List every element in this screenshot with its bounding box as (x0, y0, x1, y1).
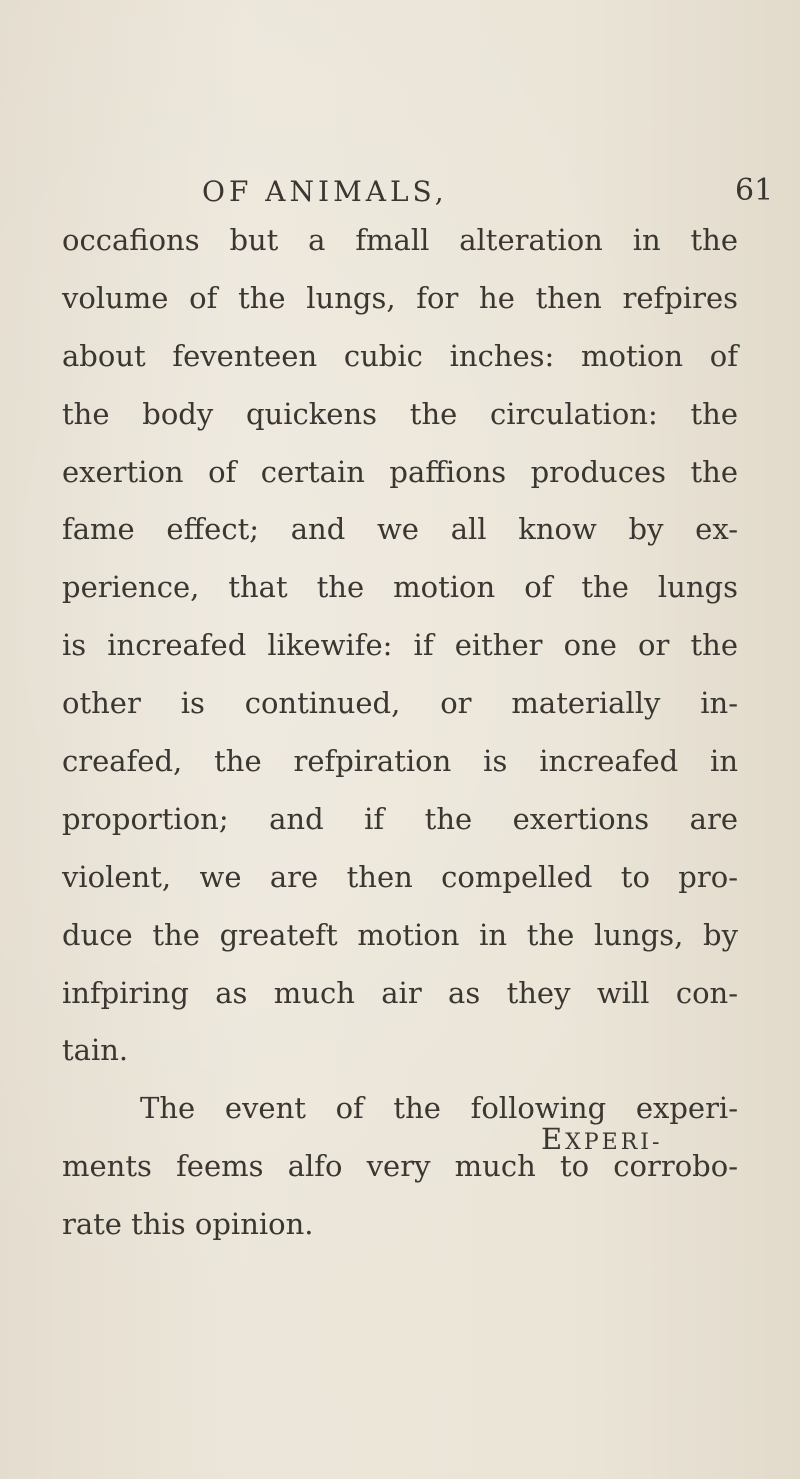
text-line-12: violent, we are then compelled to pro- (62, 859, 738, 894)
text-line-6: fame effect; and we all know by ex- (62, 512, 738, 547)
text-line-11: proportion; and if the exertions are (62, 801, 738, 836)
text-line-17: ments feems alfo very much to corrobo- (62, 1149, 738, 1184)
text-line-3: about feventeen cubic inches: motion of (62, 338, 738, 373)
page-number: 61 (735, 173, 774, 208)
catchword-rest: XPERI- (565, 1130, 663, 1155)
text-line-1: occafions but a fmall alteration in the (62, 223, 738, 257)
text-line-15: tain. (62, 1033, 129, 1068)
text-line-13: duce the greateft motion in the lungs, by (62, 917, 738, 952)
text-line-2: volume of the lungs, for he then refpires (62, 280, 738, 315)
text-line-18: rate this opinion. (62, 1207, 314, 1242)
text-line-16: The event of the following experi- (140, 1091, 738, 1126)
text-line-7: perience, that the motion of the lungs (62, 570, 738, 605)
text-line-10: creafed, the refpiration is increafed in (62, 744, 738, 779)
text-line-14: infpiring as much air as they will con- (62, 975, 738, 1010)
catchword (541, 1122, 662, 1156)
text-line-9: other is continued, or materially in- (62, 686, 738, 721)
running-title: OF ANIMALS, (202, 175, 448, 208)
text-line-5: exertion of certain paffions produces the (62, 454, 738, 489)
body-text (62, 212, 738, 1254)
catchword-initial: E (541, 1122, 566, 1156)
text-line-4: the body quickens the circulation: the (62, 396, 738, 431)
running-head (0, 165, 800, 215)
text-line-8: is increafed likewife: if either one or the (62, 628, 738, 663)
